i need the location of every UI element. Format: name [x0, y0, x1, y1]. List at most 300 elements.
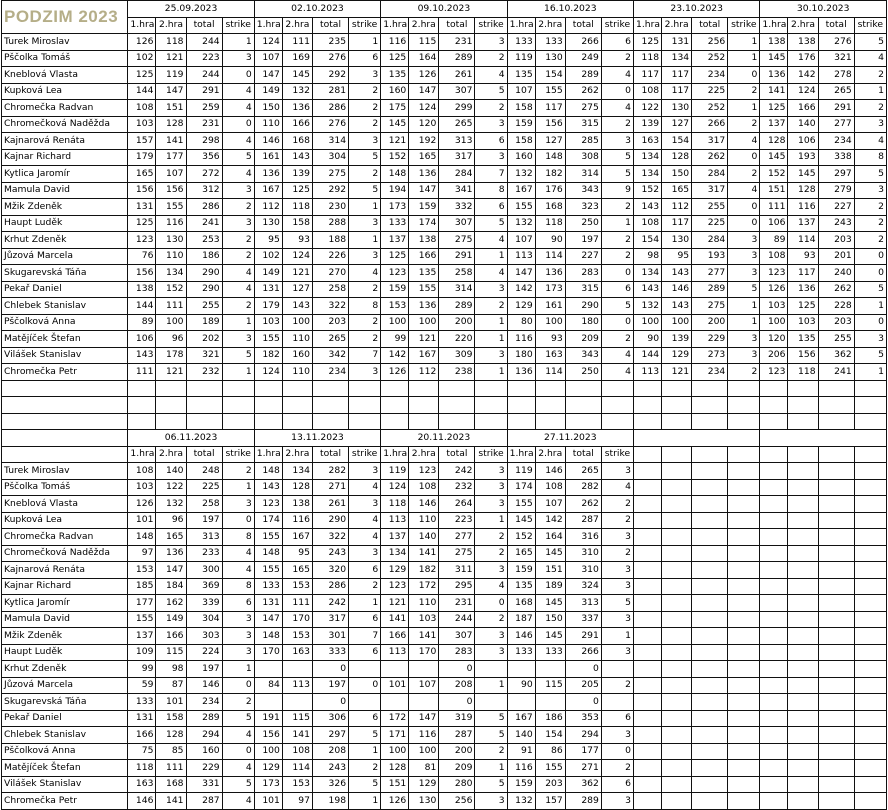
score-total: 261 — [439, 67, 475, 84]
empty-cell — [818, 463, 854, 480]
score-game1: 156 — [254, 727, 282, 744]
empty-cell — [728, 529, 760, 546]
player-row — [2, 578, 887, 595]
player-name: Krhut Zdeněk — [2, 232, 128, 249]
score-game1: 103 — [760, 298, 788, 315]
score-game1: 144 — [128, 298, 156, 315]
score-game2: 140 — [409, 529, 439, 546]
score-total: 310 — [565, 545, 601, 562]
score-strike: 3 — [475, 34, 507, 51]
score-total: 292 — [312, 67, 348, 84]
score-total: 234 — [692, 67, 728, 84]
score-game2: 147 — [409, 182, 439, 199]
score-game1: 194 — [381, 182, 409, 199]
score-strike: 3 — [349, 463, 381, 480]
score-strike: 8 — [349, 298, 381, 315]
score-game1: 143 — [128, 347, 156, 364]
empty-cell — [760, 430, 887, 447]
empty-cell — [788, 644, 818, 661]
score-strike: 1 — [601, 628, 633, 645]
score-total: 324 — [565, 578, 601, 595]
score-game2: 111 — [282, 34, 312, 51]
empty-cell — [662, 562, 692, 579]
score-strike: 4 — [601, 347, 633, 364]
score-game2: 112 — [409, 364, 439, 381]
score-game2: 145 — [535, 628, 565, 645]
score-total: 362 — [818, 347, 854, 364]
empty-cell — [2, 413, 128, 430]
score-game2: 139 — [282, 166, 312, 183]
score-total: 193 — [692, 248, 728, 265]
score-game2: 165 — [156, 529, 186, 546]
score-game2: 134 — [156, 265, 186, 282]
empty-cell — [2, 430, 128, 447]
score-strike: 9 — [601, 182, 633, 199]
column-header-strike: strike — [349, 17, 381, 34]
score-game1: 147 — [254, 67, 282, 84]
empty-cell — [662, 578, 692, 595]
score-game2: 146 — [535, 463, 565, 480]
score-game1: 137 — [760, 116, 788, 133]
player-name: Haupt Luděk — [2, 215, 128, 232]
score-total: 248 — [186, 463, 222, 480]
empty-cell — [788, 628, 818, 645]
score-total: 290 — [186, 265, 222, 282]
score-game2: 158 — [156, 710, 186, 727]
score-total: 209 — [439, 760, 475, 777]
score-total: 289 — [565, 793, 601, 810]
score-game1: 118 — [381, 496, 409, 513]
score-game1 — [254, 661, 282, 678]
score-strike: 1 — [349, 595, 381, 612]
player-name: Kupková Lea — [2, 512, 128, 529]
score-game1: 140 — [507, 727, 535, 744]
score-total: 356 — [186, 149, 222, 166]
score-game2: 86 — [535, 743, 565, 760]
score-game1: 182 — [254, 347, 282, 364]
score-total: 283 — [439, 644, 475, 661]
empty-cell — [381, 380, 409, 397]
score-game2: 121 — [156, 50, 186, 67]
player-name: Vilášek Stanislav — [2, 776, 128, 793]
empty-cell — [662, 397, 692, 414]
score-game2: 110 — [409, 595, 439, 612]
score-game1: 90 — [507, 677, 535, 694]
session-date: 16.10.2023 — [507, 1, 633, 18]
score-total: 0 — [312, 694, 348, 711]
empty-cell — [854, 479, 886, 496]
score-game1: 103 — [254, 314, 282, 331]
score-game1: 84 — [254, 677, 282, 694]
score-total: 331 — [186, 776, 222, 793]
player-name: Kajnarová Renáta — [2, 562, 128, 579]
score-strike: 8 — [222, 578, 254, 595]
score-total: 232 — [439, 479, 475, 496]
empty-cell — [692, 694, 728, 711]
score-total: 229 — [186, 760, 222, 777]
score-strike: 3 — [601, 578, 633, 595]
score-game1: 132 — [507, 793, 535, 810]
score-game1 — [381, 694, 409, 711]
empty-cell — [222, 380, 254, 397]
score-strike: 1 — [349, 199, 381, 216]
empty-cell — [788, 677, 818, 694]
empty-cell — [854, 512, 886, 529]
score-game2: 117 — [662, 67, 692, 84]
score-strike: 3 — [854, 331, 886, 348]
score-total: 244 — [439, 611, 475, 628]
score-total: 286 — [312, 578, 348, 595]
score-total: 322 — [312, 298, 348, 315]
empty-cell — [788, 413, 818, 430]
score-strike: 0 — [601, 83, 633, 100]
score-game2: 168 — [156, 776, 186, 793]
score-total: 198 — [312, 793, 348, 810]
score-game1: 89 — [128, 314, 156, 331]
score-game2: 154 — [662, 133, 692, 150]
score-game2: 140 — [156, 463, 186, 480]
score-game2: 149 — [156, 611, 186, 628]
score-total: 272 — [186, 166, 222, 183]
score-total: 200 — [692, 314, 728, 331]
player-row — [2, 100, 887, 117]
score-strike: 0 — [475, 595, 507, 612]
score-total: 265 — [818, 83, 854, 100]
score-game1: 100 — [760, 314, 788, 331]
player-name: Turek Miroslav — [2, 463, 128, 480]
score-game2: 95 — [662, 248, 692, 265]
score-game1 — [507, 661, 535, 678]
score-strike: 3 — [222, 331, 254, 348]
empty-cell — [634, 446, 662, 463]
empty-cell — [760, 776, 788, 793]
empty-cell — [788, 496, 818, 513]
score-strike: 2 — [854, 199, 886, 216]
score-game1: 101 — [381, 677, 409, 694]
score-game2: 114 — [282, 760, 312, 777]
empty-cell — [634, 694, 662, 711]
score-game2: 136 — [282, 100, 312, 117]
score-game2: 93 — [535, 331, 565, 348]
score-strike: 6 — [601, 776, 633, 793]
score-game1: 133 — [128, 694, 156, 711]
empty-cell — [565, 380, 601, 397]
score-game1: 179 — [254, 298, 282, 315]
score-strike: 3 — [601, 793, 633, 810]
score-game2: 116 — [156, 215, 186, 232]
score-game2: 130 — [156, 232, 186, 249]
score-game1: 108 — [128, 463, 156, 480]
score-total: 160 — [186, 743, 222, 760]
score-game1: 135 — [381, 67, 409, 84]
score-game2: 165 — [409, 149, 439, 166]
score-game2: 114 — [788, 232, 818, 249]
empty-cell — [728, 446, 760, 463]
score-total: 362 — [565, 776, 601, 793]
score-game1: 113 — [634, 364, 662, 381]
score-total: 240 — [818, 265, 854, 282]
score-total: 277 — [818, 116, 854, 133]
score-total: 314 — [312, 133, 348, 150]
empty-cell — [507, 380, 535, 397]
score-strike: 0 — [601, 743, 633, 760]
empty-cell — [818, 743, 854, 760]
score-strike: 3 — [349, 67, 381, 84]
score-strike: 3 — [349, 545, 381, 562]
score-strike: 1 — [728, 314, 760, 331]
score-strike: 1 — [475, 248, 507, 265]
score-total: 238 — [439, 364, 475, 381]
player-row — [2, 265, 887, 282]
empty-cell — [788, 562, 818, 579]
score-strike: 4 — [349, 479, 381, 496]
empty-cell — [475, 380, 507, 397]
empty-cell — [728, 793, 760, 810]
empty-cell — [662, 694, 692, 711]
player-row — [2, 149, 887, 166]
empty-cell — [662, 545, 692, 562]
score-game2: 95 — [282, 545, 312, 562]
score-game2: 170 — [282, 611, 312, 628]
score-strike: 3 — [222, 644, 254, 661]
empty-cell — [818, 776, 854, 793]
empty-cell — [728, 776, 760, 793]
score-total: 321 — [186, 347, 222, 364]
empty-cell — [2, 397, 128, 414]
empty-cell — [818, 710, 854, 727]
score-game2: 138 — [409, 232, 439, 249]
player-row — [2, 545, 887, 562]
score-game1: 148 — [128, 529, 156, 546]
score-strike: 5 — [475, 215, 507, 232]
player-row — [2, 710, 887, 727]
score-strike: 2 — [475, 529, 507, 546]
empty-cell — [854, 463, 886, 480]
score-game2: 136 — [535, 265, 565, 282]
player-row — [2, 133, 887, 150]
score-game2: 106 — [788, 133, 818, 150]
score-game1: 134 — [381, 545, 409, 562]
score-total: 275 — [565, 100, 601, 117]
empty-cell — [854, 446, 886, 463]
score-total: 298 — [186, 133, 222, 150]
empty-cell — [692, 793, 728, 810]
score-strike: 3 — [222, 50, 254, 67]
player-row — [2, 628, 887, 645]
empty-cell — [662, 727, 692, 744]
score-game1: 129 — [254, 760, 282, 777]
empty-cell — [854, 380, 886, 397]
score-game2: 172 — [409, 578, 439, 595]
score-game2: 170 — [409, 644, 439, 661]
score-game2: 130 — [535, 50, 565, 67]
empty-cell — [760, 578, 788, 595]
empty-cell — [186, 397, 222, 414]
score-game1: 146 — [128, 793, 156, 810]
score-game2: 154 — [535, 67, 565, 84]
score-game1: 145 — [507, 512, 535, 529]
score-game1: 138 — [760, 34, 788, 51]
score-game2: 142 — [535, 512, 565, 529]
empty-cell — [854, 677, 886, 694]
score-strike: 5 — [222, 710, 254, 727]
score-game2: 146 — [409, 496, 439, 513]
score-total: 252 — [692, 50, 728, 67]
score-total: 258 — [439, 265, 475, 282]
empty-cell — [788, 611, 818, 628]
score-game1: 145 — [760, 50, 788, 67]
score-game1: 159 — [507, 562, 535, 579]
column-header-row — [2, 17, 887, 34]
empty-cell — [788, 760, 818, 777]
empty-cell — [282, 413, 312, 430]
score-total: 282 — [312, 463, 348, 480]
empty-cell — [156, 413, 186, 430]
score-game1: 142 — [381, 347, 409, 364]
date-header-row — [2, 1, 887, 18]
score-total: 241 — [186, 215, 222, 232]
score-game1: 132 — [634, 298, 662, 315]
score-game1: 106 — [128, 331, 156, 348]
score-strike: 2 — [475, 743, 507, 760]
empty-cell — [760, 661, 788, 678]
column-header-game2: 2.hra — [535, 446, 565, 463]
score-game1: 143 — [254, 479, 282, 496]
score-game2: 90 — [535, 232, 565, 249]
score-total: 285 — [565, 133, 601, 150]
empty-cell — [634, 793, 662, 810]
score-total: 197 — [312, 677, 348, 694]
empty-cell — [788, 743, 818, 760]
empty-cell — [760, 562, 788, 579]
score-game1: 90 — [634, 331, 662, 348]
score-strike: 1 — [475, 512, 507, 529]
score-game1: 80 — [507, 314, 535, 331]
score-game1: 172 — [381, 710, 409, 727]
empty-cell — [760, 628, 788, 645]
player-name: Haupt Luděk — [2, 644, 128, 661]
empty-cell — [634, 743, 662, 760]
score-strike: 1 — [222, 479, 254, 496]
score-strike: 2 — [222, 463, 254, 480]
score-strike: 2 — [222, 232, 254, 249]
score-game2: 154 — [535, 727, 565, 744]
score-total: 326 — [312, 776, 348, 793]
score-game1: 155 — [128, 611, 156, 628]
score-strike: 0 — [222, 512, 254, 529]
score-game1: 131 — [128, 199, 156, 216]
score-strike: 1 — [349, 743, 381, 760]
score-game2: 155 — [409, 281, 439, 298]
player-row — [2, 116, 887, 133]
column-header-total: total — [818, 17, 854, 34]
score-total: 277 — [439, 529, 475, 546]
score-total: 241 — [818, 364, 854, 381]
score-game2: 133 — [535, 644, 565, 661]
score-total: 290 — [312, 512, 348, 529]
empty-cell — [788, 793, 818, 810]
score-game1: 113 — [507, 248, 535, 265]
score-strike: 3 — [475, 281, 507, 298]
score-game1: 125 — [128, 215, 156, 232]
score-total: 276 — [818, 34, 854, 51]
score-game1: 149 — [254, 83, 282, 100]
empty-cell — [788, 397, 818, 414]
score-game1: 135 — [507, 578, 535, 595]
score-strike: 6 — [349, 50, 381, 67]
score-game1: 159 — [381, 281, 409, 298]
score-strike: 2 — [601, 545, 633, 562]
score-strike: 1 — [854, 364, 886, 381]
score-total: 234 — [186, 694, 222, 711]
score-strike: 4 — [601, 479, 633, 496]
score-game2: 137 — [788, 215, 818, 232]
score-total: 255 — [818, 331, 854, 348]
empty-cell — [788, 661, 818, 678]
score-strike: 6 — [601, 710, 633, 727]
score-game1: 89 — [760, 232, 788, 249]
score-strike: 6 — [349, 710, 381, 727]
score-game1: 129 — [507, 298, 535, 315]
score-total: 231 — [186, 116, 222, 133]
empty-cell — [535, 397, 565, 414]
score-game1: 136 — [507, 364, 535, 381]
empty-cell — [760, 760, 788, 777]
score-game2: 116 — [409, 727, 439, 744]
score-game2: 114 — [535, 248, 565, 265]
score-game2: 128 — [156, 727, 186, 744]
player-row — [2, 199, 887, 216]
score-total: 252 — [692, 100, 728, 117]
player-name: Pekař Daniel — [2, 281, 128, 298]
empty-cell — [760, 463, 788, 480]
score-game1: 118 — [128, 760, 156, 777]
score-total: 266 — [565, 644, 601, 661]
score-game2: 136 — [156, 545, 186, 562]
score-game2: 166 — [409, 248, 439, 265]
score-game2: 145 — [282, 67, 312, 84]
score-total: 343 — [565, 347, 601, 364]
player-row — [2, 512, 887, 529]
player-row — [2, 661, 887, 678]
score-total: 234 — [312, 364, 348, 381]
score-game2: 169 — [282, 50, 312, 67]
score-strike: 5 — [854, 347, 886, 364]
score-total: 338 — [818, 149, 854, 166]
score-game2: 145 — [788, 166, 818, 183]
score-game2: 115 — [535, 677, 565, 694]
score-strike: 4 — [222, 133, 254, 150]
score-game2: 150 — [535, 611, 565, 628]
score-game1: 153 — [381, 298, 409, 315]
score-game2: 96 — [156, 331, 186, 348]
score-total: 223 — [186, 50, 222, 67]
empty-cell — [634, 529, 662, 546]
score-game1: 91 — [507, 743, 535, 760]
score-game1: 155 — [507, 199, 535, 216]
score-total: 234 — [818, 133, 854, 150]
score-total: 265 — [312, 331, 348, 348]
score-game1: 206 — [760, 347, 788, 364]
player-row — [2, 727, 887, 744]
score-strike: 1 — [601, 215, 633, 232]
blank-row — [2, 413, 887, 430]
score-strike: 3 — [349, 496, 381, 513]
score-game1: 171 — [381, 727, 409, 744]
score-strike — [475, 694, 507, 711]
score-game2: 128 — [662, 149, 692, 166]
score-game1: 137 — [381, 529, 409, 546]
